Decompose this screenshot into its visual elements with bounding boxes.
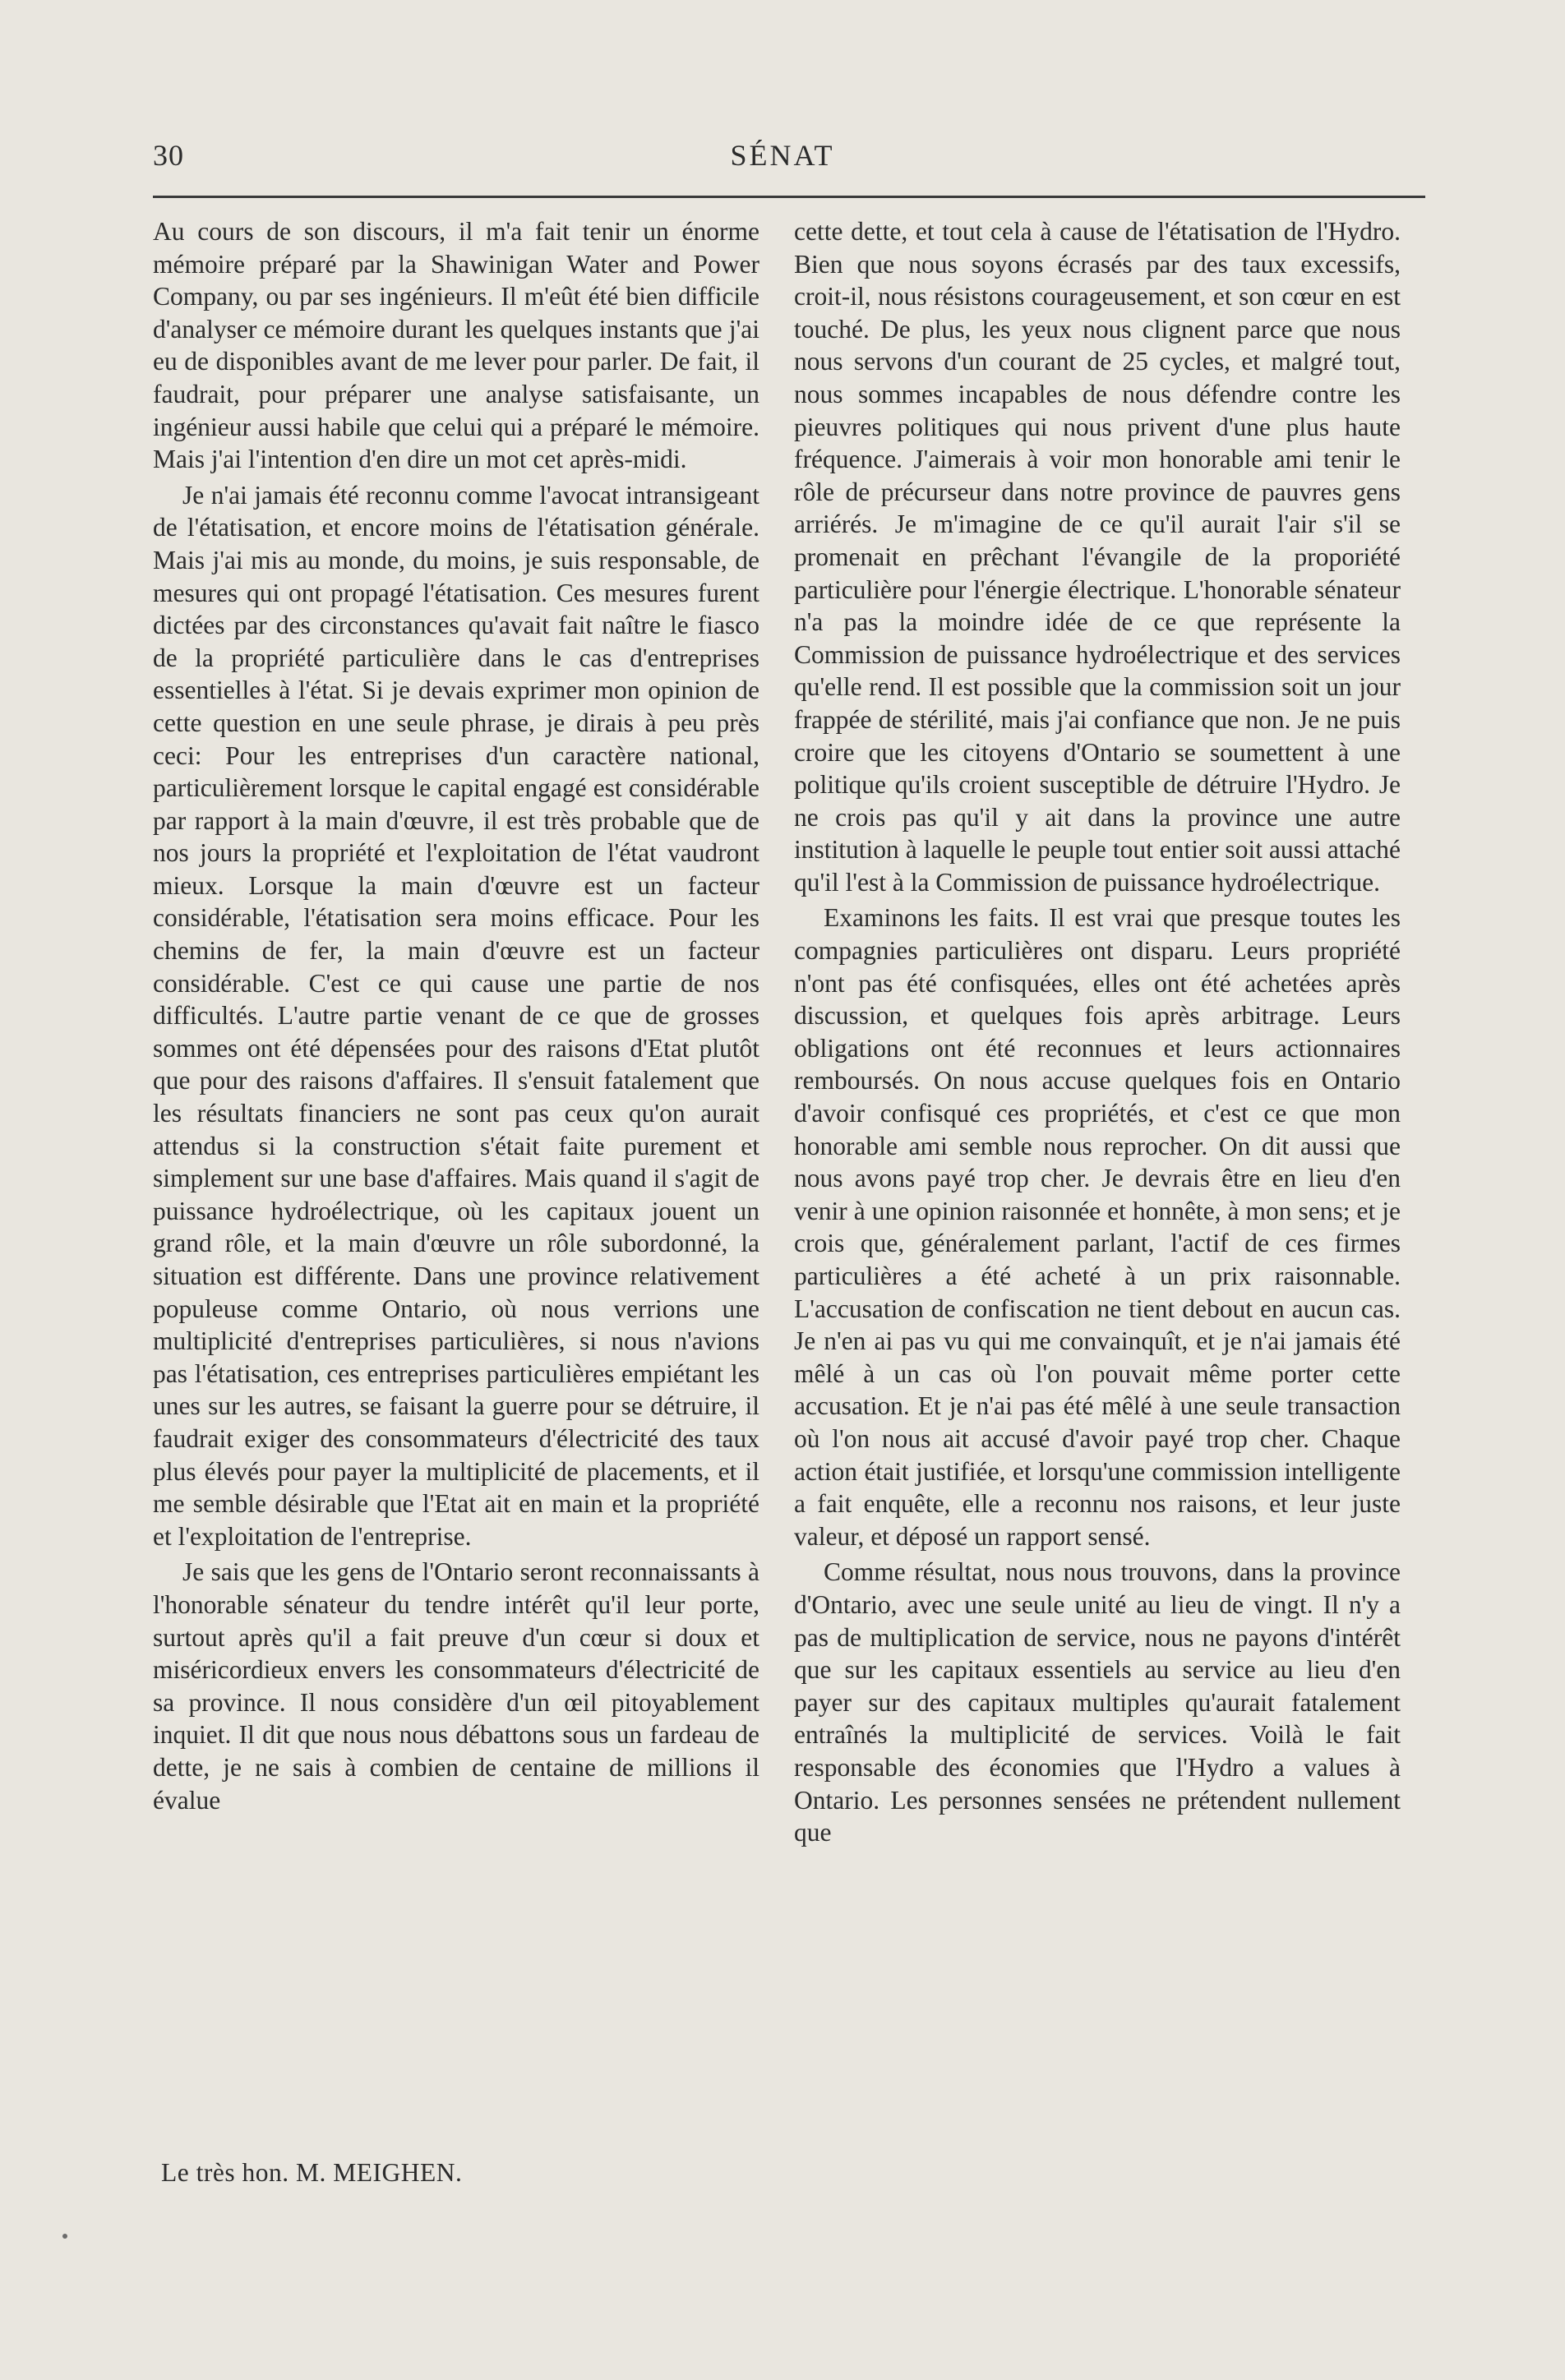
left-paragraph-3: Je sais que les gens de l'Ontario seront reconnaissants à l'honorable sénateur du tendre intérêt qu'il leur porte, surtout après qu'il a fait preuve d'un cœur si doux et miséricordieux envers les consommateurs d'électricité de sa province. Il nous considère d'un œil pitoyablement inquiet. Il dit que nous nous débattons sous un fardeau de dette, je ne sais à combien de centaine de millions il évalue — [153, 1557, 759, 1815]
left-paragraph-2: Je n'ai jamais été reconnu comme l'avocat intransigeant de l'étatisation, et encore moins de l'étatisation générale. Mais j'ai mis au monde, du moins, je suis responsable, de mesures qui ont propagé l'étatisation. Ces mesures furent dictées par des circonstances qu'avait fait naître le fiasco de la propriété particulière dans le cas d'entreprises essentielles à l'état. Si je devais exprimer mon opinion de cette question en une seule phrase, je dirais à peu près ceci: Pour les entreprises d'un caractère national, particulièrement lorsque le capital engagé est considérable par rapport à la main d'œuvre, il est très probable que de nos jours la propriété et l'exploitation de l'état vaudront mieux. Lorsque la main d'œuvre est un facteur considérable, l'étatisation sera moins efficace. Pour les chemins de fer, la main d'œuvre est un facteur considérable. C'est ce qui cause une partie de nos difficultés. L'autre partie venant de ce que de grosses sommes ont été dépensées pour des raisons d'Etat plutôt que pour des raisons d'affaires. Il s'ensuit fatalement que les résultats financiers ne sont pas ceux qu'on aurait attendus si la construction s'était faite purement et simplement sur une base d'affaires. Mais quand il s'agit de puissance hydroélectrique, où les capitaux jouent un grand rôle, et la main d'œuvre un rôle subordonné, la situation est différente. Dans une province relativement populeuse comme Ontario, où nous verrions une multiplicité d'entreprises particulières, si nous n'avions pas l'étatisation, ces entreprises particulières empiétant les unes sur les autres, se faisant la guerre pour se détruire, il faudrait exiger des consommateurs d'électricité des taux plus élevés pour payer la multiplicité de placements, et il me semble désirable que l'Etat ait en main et la propriété et l'exploitation de l'entreprise. — [153, 480, 759, 1551]
right-paragraph-3: Comme résultat, nous nous trouvons, dans la province d'Ontario, avec une seule unité au lieu de vingt. Il n'y a pas de multiplication de service, nous ne payons d'intérêt que sur les capitaux essentiels au service au lieu d'en payer sur des capitaux multiples qu'aurait fatalement entraînés la multiplicité de services. Voilà le fait responsable des économies que l'Hydro a values à Ontario. Les personnes sensées ne prétendent nullement que — [794, 1557, 1401, 1847]
page-speck — [62, 2234, 67, 2239]
running-head: SÉNAT — [730, 139, 835, 172]
speaker-attribution: Le très hon. M. MEIGHEN. — [161, 2158, 463, 2187]
left-paragraph-1: Au cours de son discours, il m'a fait tenir un énorme mémoire préparé par la Shawinigan Water and Power Company, ou par ses ingénieurs. Il m'eût été bien difficile d'analyser ce mémoire durant les quelques instants que j'ai eu de disponibles avant de me lever pour parler. De fait, il faudrait, pour préparer une analyse satisfaisante, un ingénieur aussi habile que celui qui a préparé le mémoire. Mais j'ai l'intention d'en dire un mot cet après-midi. — [153, 217, 759, 474]
right-column — [794, 215, 1401, 1852]
header-rule — [153, 196, 1425, 198]
right-paragraph-2: Examinons les faits. Il est vrai que presque toutes les compagnies particulières ont disparu. Leurs propriété n'ont pas été confisquées, elles ont été achetées après discussion, et quelques fois après arbitrage. Leurs obligations ont été reconnues et leurs actionnaires remboursés. On nous accuse quelques fois en Ontario d'avoir confisqué ces propriétés, et c'est ce que mon honorable ami semble nous reprocher. On dit aussi que nous avons payé trop cher. Je devrais être en lieu d'en venir à une opinion raisonnée et honnête, à mon sens; et je crois que, généralement parlant, l'actif de ces firmes particulières a été acheté à un prix raisonnable. L'accusation de confiscation ne tient debout en aucun cas. Je n'en ai pas vu qui me convainquît, et je n'ai jamais été mêlé à un cas où l'on pouvait même porter cette accusation. Et je n'ai pas été mêlé à une seule transaction où l'on nous ait accusé d'avoir payé trop cher. Chaque action était justifiée, et lorsqu'une commission intelligente a fait enquête, elle a reconnu nos raisons, et leur juste valeur, et déposé un rapport sensé. — [794, 903, 1401, 1551]
left-column — [153, 215, 759, 1820]
right-paragraph-1: cette dette, et tout cela à cause de l'étatisation de l'Hydro. Bien que nous soyons écrasés par des taux excessifs, croit-il, nous résistons courageusement, et son cœur en est touché. De plus, les yeux nous clignent parce que nous nous servons d'un courant de 25 cycles, et malgré tout, nous sommes incapables de nous défendre contre les pieuvres politiques qui nous privent d'une plus haute fréquence. J'aimerais à voir mon honorable ami tenir le rôle de précurseur dans notre province de pauvres gens arriérés. Je m'imagine de ce qu'il aurait l'air s'il se promenait en prêchant l'évangile de la proporiété particulière pour l'énergie électrique. L'honorable sénateur n'a pas la moindre idée de ce que représente la Commission de puissance hydroélectrique et des services qu'elle rend. Il est possible que la commission soit un jour frappée de stérilité, mais j'ai confiance que non. Je ne puis croire que les citoyens d'Ontario se soumettent à une politique qu'ils croient susceptible de détruire l'Hydro. Je ne crois pas qu'il y ait dans la province une autre institution à laquelle le peuple tout entier soit aussi attaché qu'il l'est à la Commission de puissance hydroélectrique. — [794, 217, 1401, 897]
page-number: 30 — [153, 139, 184, 172]
